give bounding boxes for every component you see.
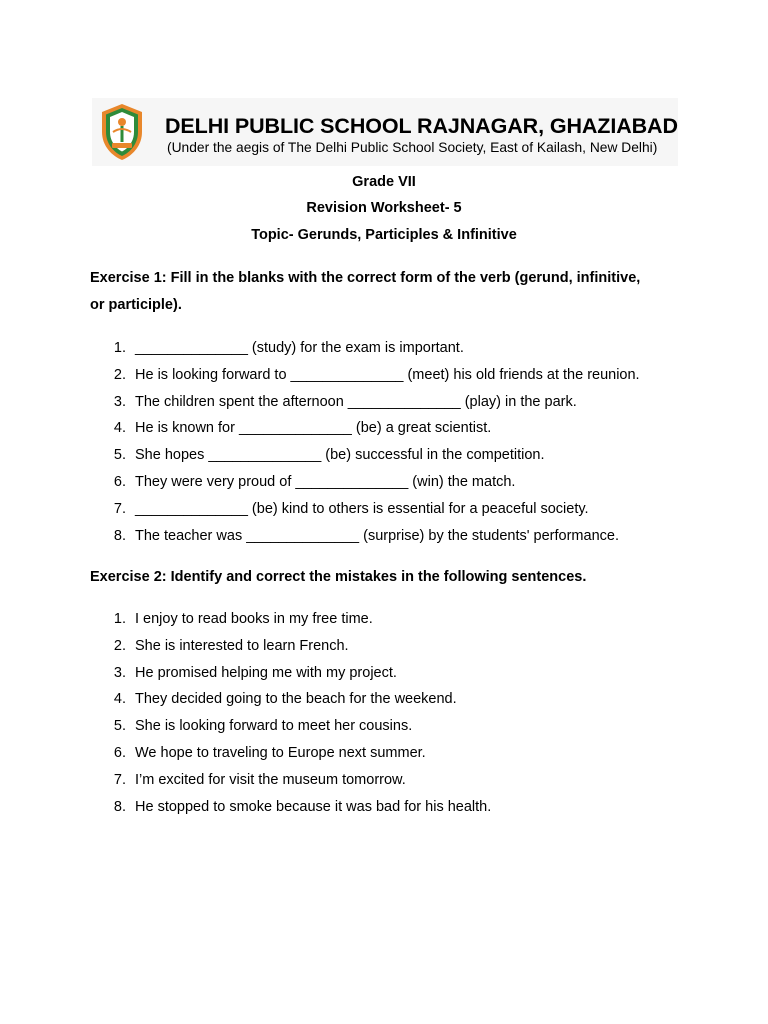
item-number: 4. <box>113 691 126 708</box>
item-text: We hope to traveling to Europe next summer. <box>135 744 426 761</box>
item-number: 2. <box>113 366 126 383</box>
item-number: 8. <box>113 798 126 815</box>
item-number: 6. <box>113 744 126 761</box>
item-text: ______________ (study) for the exam is important. <box>135 340 464 356</box>
exercise1-item <box>0 335 768 362</box>
exercise1-item <box>0 496 768 523</box>
item-text: They decided going to the beach for the weekend. <box>135 691 457 708</box>
item-text: I’m excited for visit the museum tomorrow. <box>135 771 406 788</box>
exercise1-item <box>0 469 768 496</box>
grade-title: Grade VII <box>352 174 416 190</box>
exercise2-item <box>0 633 768 660</box>
item-number: 4. <box>113 420 126 437</box>
item-number: 1. <box>113 611 126 627</box>
exercise1-heading-line1: Exercise 1: Fill in the blanks with the correct form of the verb (gerund, infinitive, <box>90 270 641 286</box>
school-name: DELHI PUBLIC SCHOOL RAJNAGAR, GHAZIABAD <box>165 114 678 138</box>
exercise2-heading: Exercise 2: Identify and correct the mistakes in the following sentences. <box>90 569 587 585</box>
item-text: He is looking forward to ______________ (meet) his old friends at the reunion. <box>135 366 640 383</box>
exercise2-item <box>0 686 768 713</box>
item-number: 7. <box>113 500 126 517</box>
exercise2-item <box>0 740 768 767</box>
exercise1-list <box>0 335 768 549</box>
exercise1-heading-line2: or participle). <box>90 297 182 313</box>
exercise2-item <box>0 606 768 633</box>
worksheet-title: Revision Worksheet- 5 <box>306 200 462 216</box>
exercise2-item <box>0 660 768 687</box>
item-text: ______________ (be) kind to others is essential for a peaceful society. <box>135 500 589 517</box>
item-number: 7. <box>113 771 126 788</box>
item-number: 1. <box>113 340 126 356</box>
item-text: He promised helping me with my project. <box>135 664 397 681</box>
item-text: He is known for ______________ (be) a great scientist. <box>135 420 492 437</box>
item-number: 5. <box>113 447 126 464</box>
school-subtitle: (Under the aegis of The Delhi Public School Society, East of Kailash, New Delhi) <box>167 140 658 155</box>
item-text: She is interested to learn French. <box>135 637 349 654</box>
item-number: 6. <box>113 473 126 490</box>
topic-title: Topic- Gerunds, Participles & Infinitive <box>251 227 517 243</box>
item-text: I enjoy to read books in my free time. <box>135 611 373 627</box>
item-text: He stopped to smoke because it was bad for his health. <box>135 798 492 815</box>
exercise1-item <box>0 523 768 550</box>
item-text: The children spent the afternoon ______________ (play) in the park. <box>135 393 577 410</box>
item-text: She is looking forward to meet her cousins. <box>135 718 413 735</box>
exercise1-item <box>0 389 768 416</box>
exercise1-item <box>0 415 768 442</box>
exercise1-heading <box>90 265 680 319</box>
item-number: 3. <box>113 664 126 681</box>
exercise1-item <box>0 442 768 469</box>
item-number: 3. <box>113 393 126 410</box>
exercise1-item <box>0 362 768 389</box>
exercise2-list <box>0 606 768 820</box>
exercise2-item <box>0 794 768 821</box>
school-crest-icon <box>98 102 146 162</box>
item-text: She hopes ______________ (be) successful in the competition. <box>135 447 545 464</box>
exercise2-item <box>0 713 768 740</box>
item-number: 5. <box>113 718 126 735</box>
item-text: They were very proud of ______________ (win) the match. <box>135 473 516 490</box>
item-number: 8. <box>113 527 126 544</box>
exercise2-item <box>0 767 768 794</box>
item-number: 2. <box>113 637 126 654</box>
school-header <box>92 98 678 166</box>
item-text: The teacher was ______________ (surprise) by the students' performance. <box>135 527 619 544</box>
